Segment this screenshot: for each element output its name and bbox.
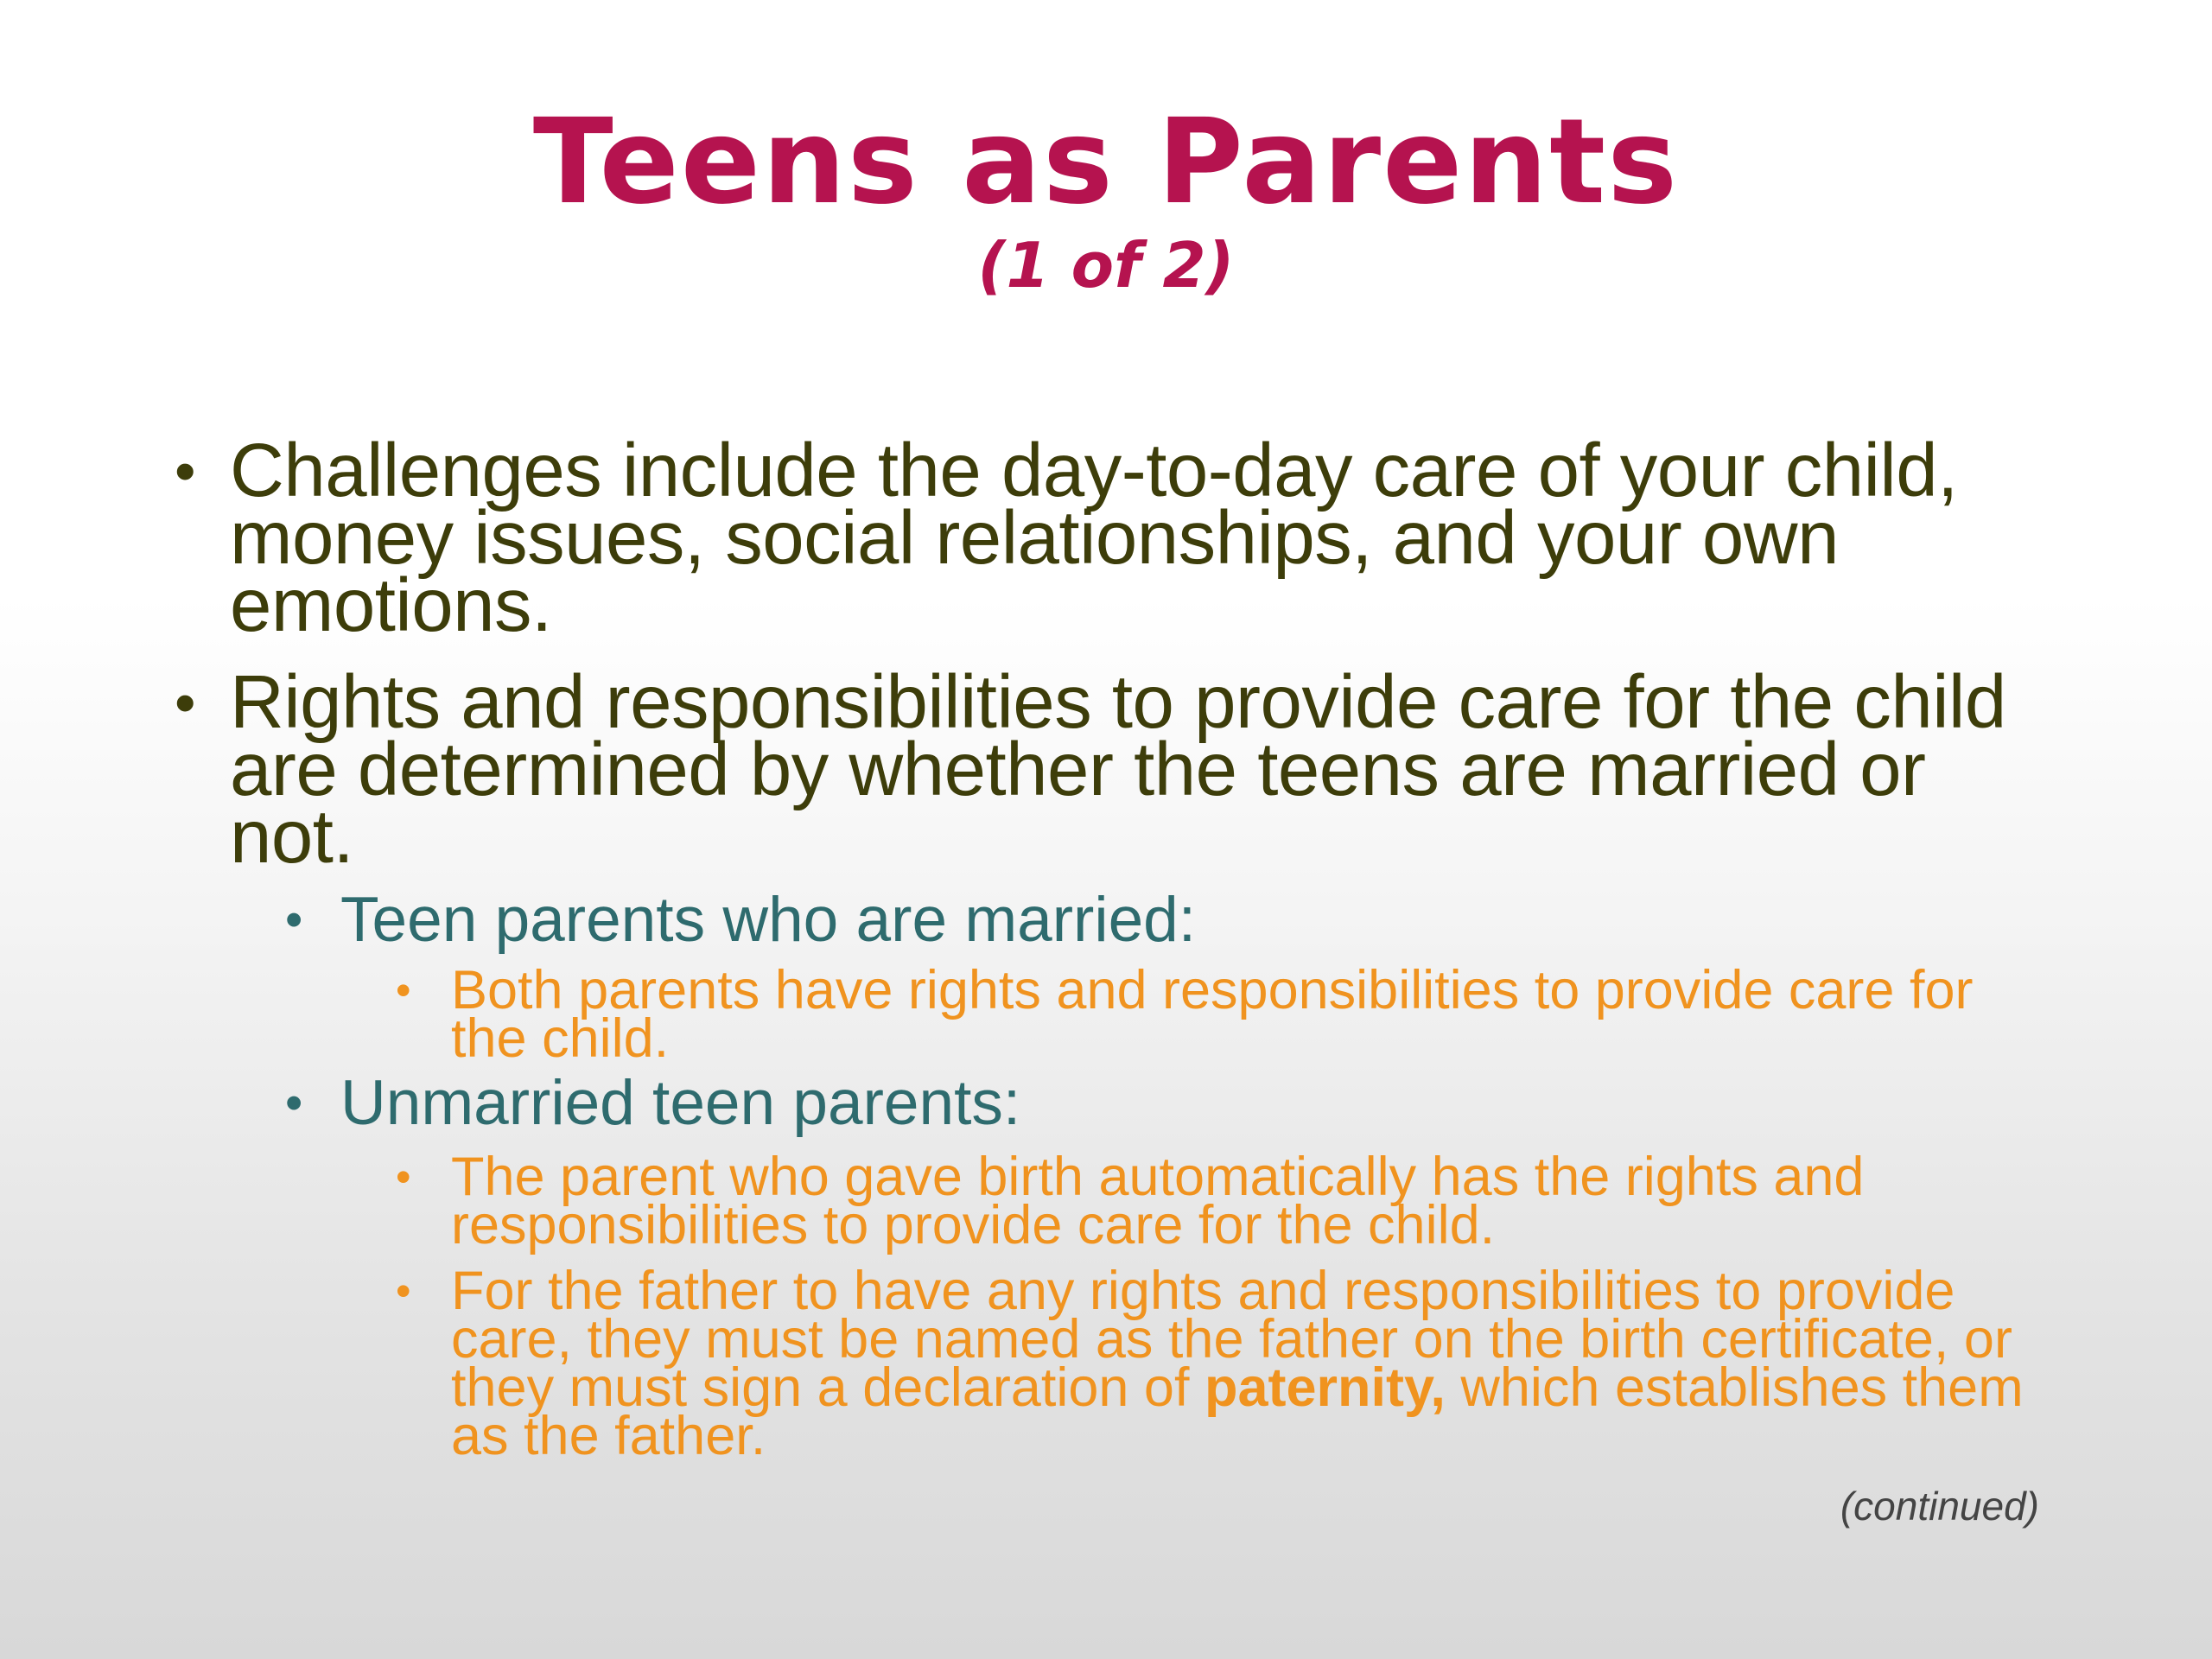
bullet-glyph: • [285, 892, 303, 948]
bullet-text: Teen parents who are married: [340, 885, 1197, 955]
sub-bullet-unmarried [285, 1068, 2060, 1138]
bullet-text-after: which establishes them as the father. [451, 1357, 2024, 1466]
bullet-glyph: • [285, 1075, 303, 1131]
bullet-text: Unmarried teen parents: [340, 1068, 1021, 1138]
bullet-glyph: • [396, 966, 411, 1014]
bullet-text: Both parents have rights and responsibilities to provide care for the child. [451, 960, 1974, 1069]
bullet-text: The parent who gave birth automatically has the rights and responsibilities to provide care for the child. [451, 1147, 1865, 1255]
bullet-text-before: For the father to have any rights and responsibilities to provide care, they must be named as the father on the birth certificate, or they must sign a declaration of [451, 1261, 2012, 1418]
sub-sub-bullet-father [396, 1261, 2058, 1466]
bullet-text: Rights and responsibilities to provide care for the child are determined by whether the teens are married or not. [230, 660, 2006, 879]
bullet-glyph: • [396, 1153, 411, 1201]
sub-sub-bullet-both-parents [396, 960, 2058, 1069]
bullet-glyph: • [175, 437, 196, 505]
continued-label: (continued) [1840, 1484, 2039, 1529]
bullet-item-rights [175, 660, 2062, 879]
bullet-item-challenges [175, 429, 2062, 647]
slide-title: Teens as Parents [532, 94, 1680, 231]
sub-sub-bullet-birth-parent [396, 1147, 2058, 1255]
slide-subtitle: (1 of 2) [977, 229, 1235, 302]
bullet-glyph: • [175, 669, 196, 736]
bullet-text: Challenges include the day-to-day care of your child, money issues, social relationships, and your own emotions. [230, 429, 1958, 647]
bullet-glyph: • [396, 1267, 411, 1315]
sub-bullet-married [285, 885, 2060, 955]
bullet-text-bold-term: paternity, [1204, 1357, 1446, 1418]
